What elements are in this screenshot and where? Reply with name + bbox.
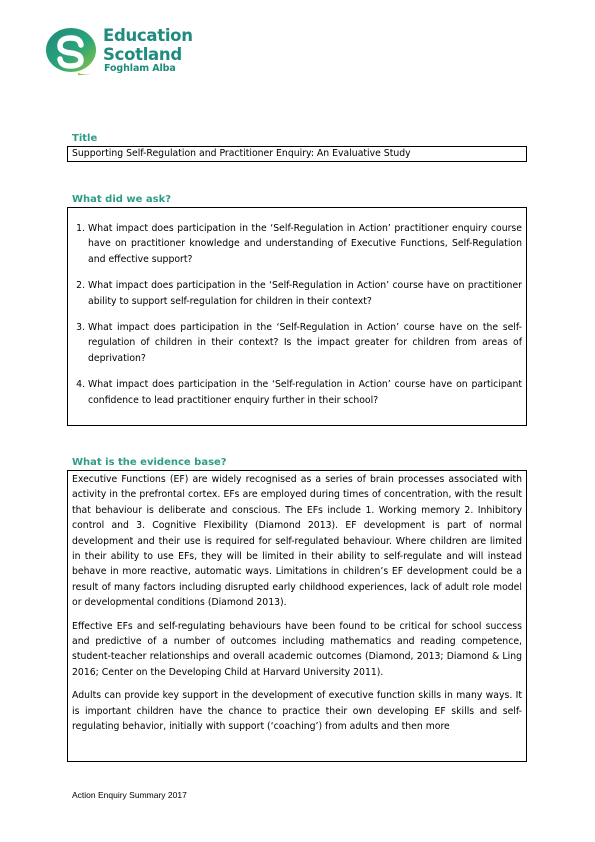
list-item: 3. What impact does participation in the ‘Self-Regulation in Action’ course have on the self-regulation of children in their context? Is the impact greater for children from areas of deprivation? xyxy=(88,320,522,366)
evidence-heading: What is the evidence base? xyxy=(72,457,227,468)
page-footer: Action Enquiry Summary 2017 xyxy=(72,790,187,800)
list-item: 1. What impact does participation in the ‘Self-Regulation in Action’ practitioner enquiry course have on practitioner knowledge and understanding of Executive Functions, Self-Regulation and effective support? xyxy=(88,221,522,267)
evidence-paragraph: Effective EFs and self-regulating behaviours have been found to be critical for school success and predictive of a number of outcomes including mathematics and reading competence, student-teacher relationships and overall academic outcomes (Diamond, 2013; Diamond & Ling 2016; Center on the Developing Child at Harvard University 2011). xyxy=(72,620,522,678)
evidence-box xyxy=(67,470,527,762)
questions-list xyxy=(72,221,522,408)
logo-org-name: Education Scotland xyxy=(103,26,193,64)
title-box: Supporting Self-Regulation and Practitioner Enquiry: An Evaluative Study xyxy=(67,146,527,162)
list-item: 4. What impact does participation in the ‘Self-regulation in Action’ course have on participant confidence to lead practitioner enquiry further in their school? xyxy=(88,377,522,408)
questions-box xyxy=(67,207,527,426)
evidence-paragraph: Adults can provide key support in the development of executive function skills in many ways. It is important children have the chance to practice their own developing EF skills and self-regulating behavior, initially with support (‘coaching’) from adults and then more xyxy=(72,690,522,733)
education-scotland-logo xyxy=(44,26,204,78)
logo-gaelic-name: Foghlam Alba xyxy=(104,63,176,74)
logo-e-mark-icon xyxy=(44,26,100,78)
title-heading: Title xyxy=(72,133,98,144)
evidence-paragraph: Executive Functions (EF) are widely recognised as a series of brain processes associated with activity in the prefrontal cortex. EFs are employed during times of concentration, with the result that behaviour is deliberate and conscious. The EFs include 1. Working memory 2. Inhibitory control and 3. Cognitive Flexibility (Diamond 2013). EF development is part of normal development and their use is required for self-regulated behaviour. Where children are limited in their ability to use EFs, they will be limited in their ability to self-regulate and will instead behave in more reactive, automatic ways. Limitations in children’s EF development could be a result of many factors including disrupted early childhood experiences, lack of adult role model or developmental conditions (Diamond 2013). xyxy=(72,474,522,609)
ask-heading: What did we ask? xyxy=(72,194,172,205)
list-item: 2. What impact does participation in the ‘Self-Regulation in Action’ course have on practitioner ability to support self-regulation for children in their context? xyxy=(88,278,522,309)
